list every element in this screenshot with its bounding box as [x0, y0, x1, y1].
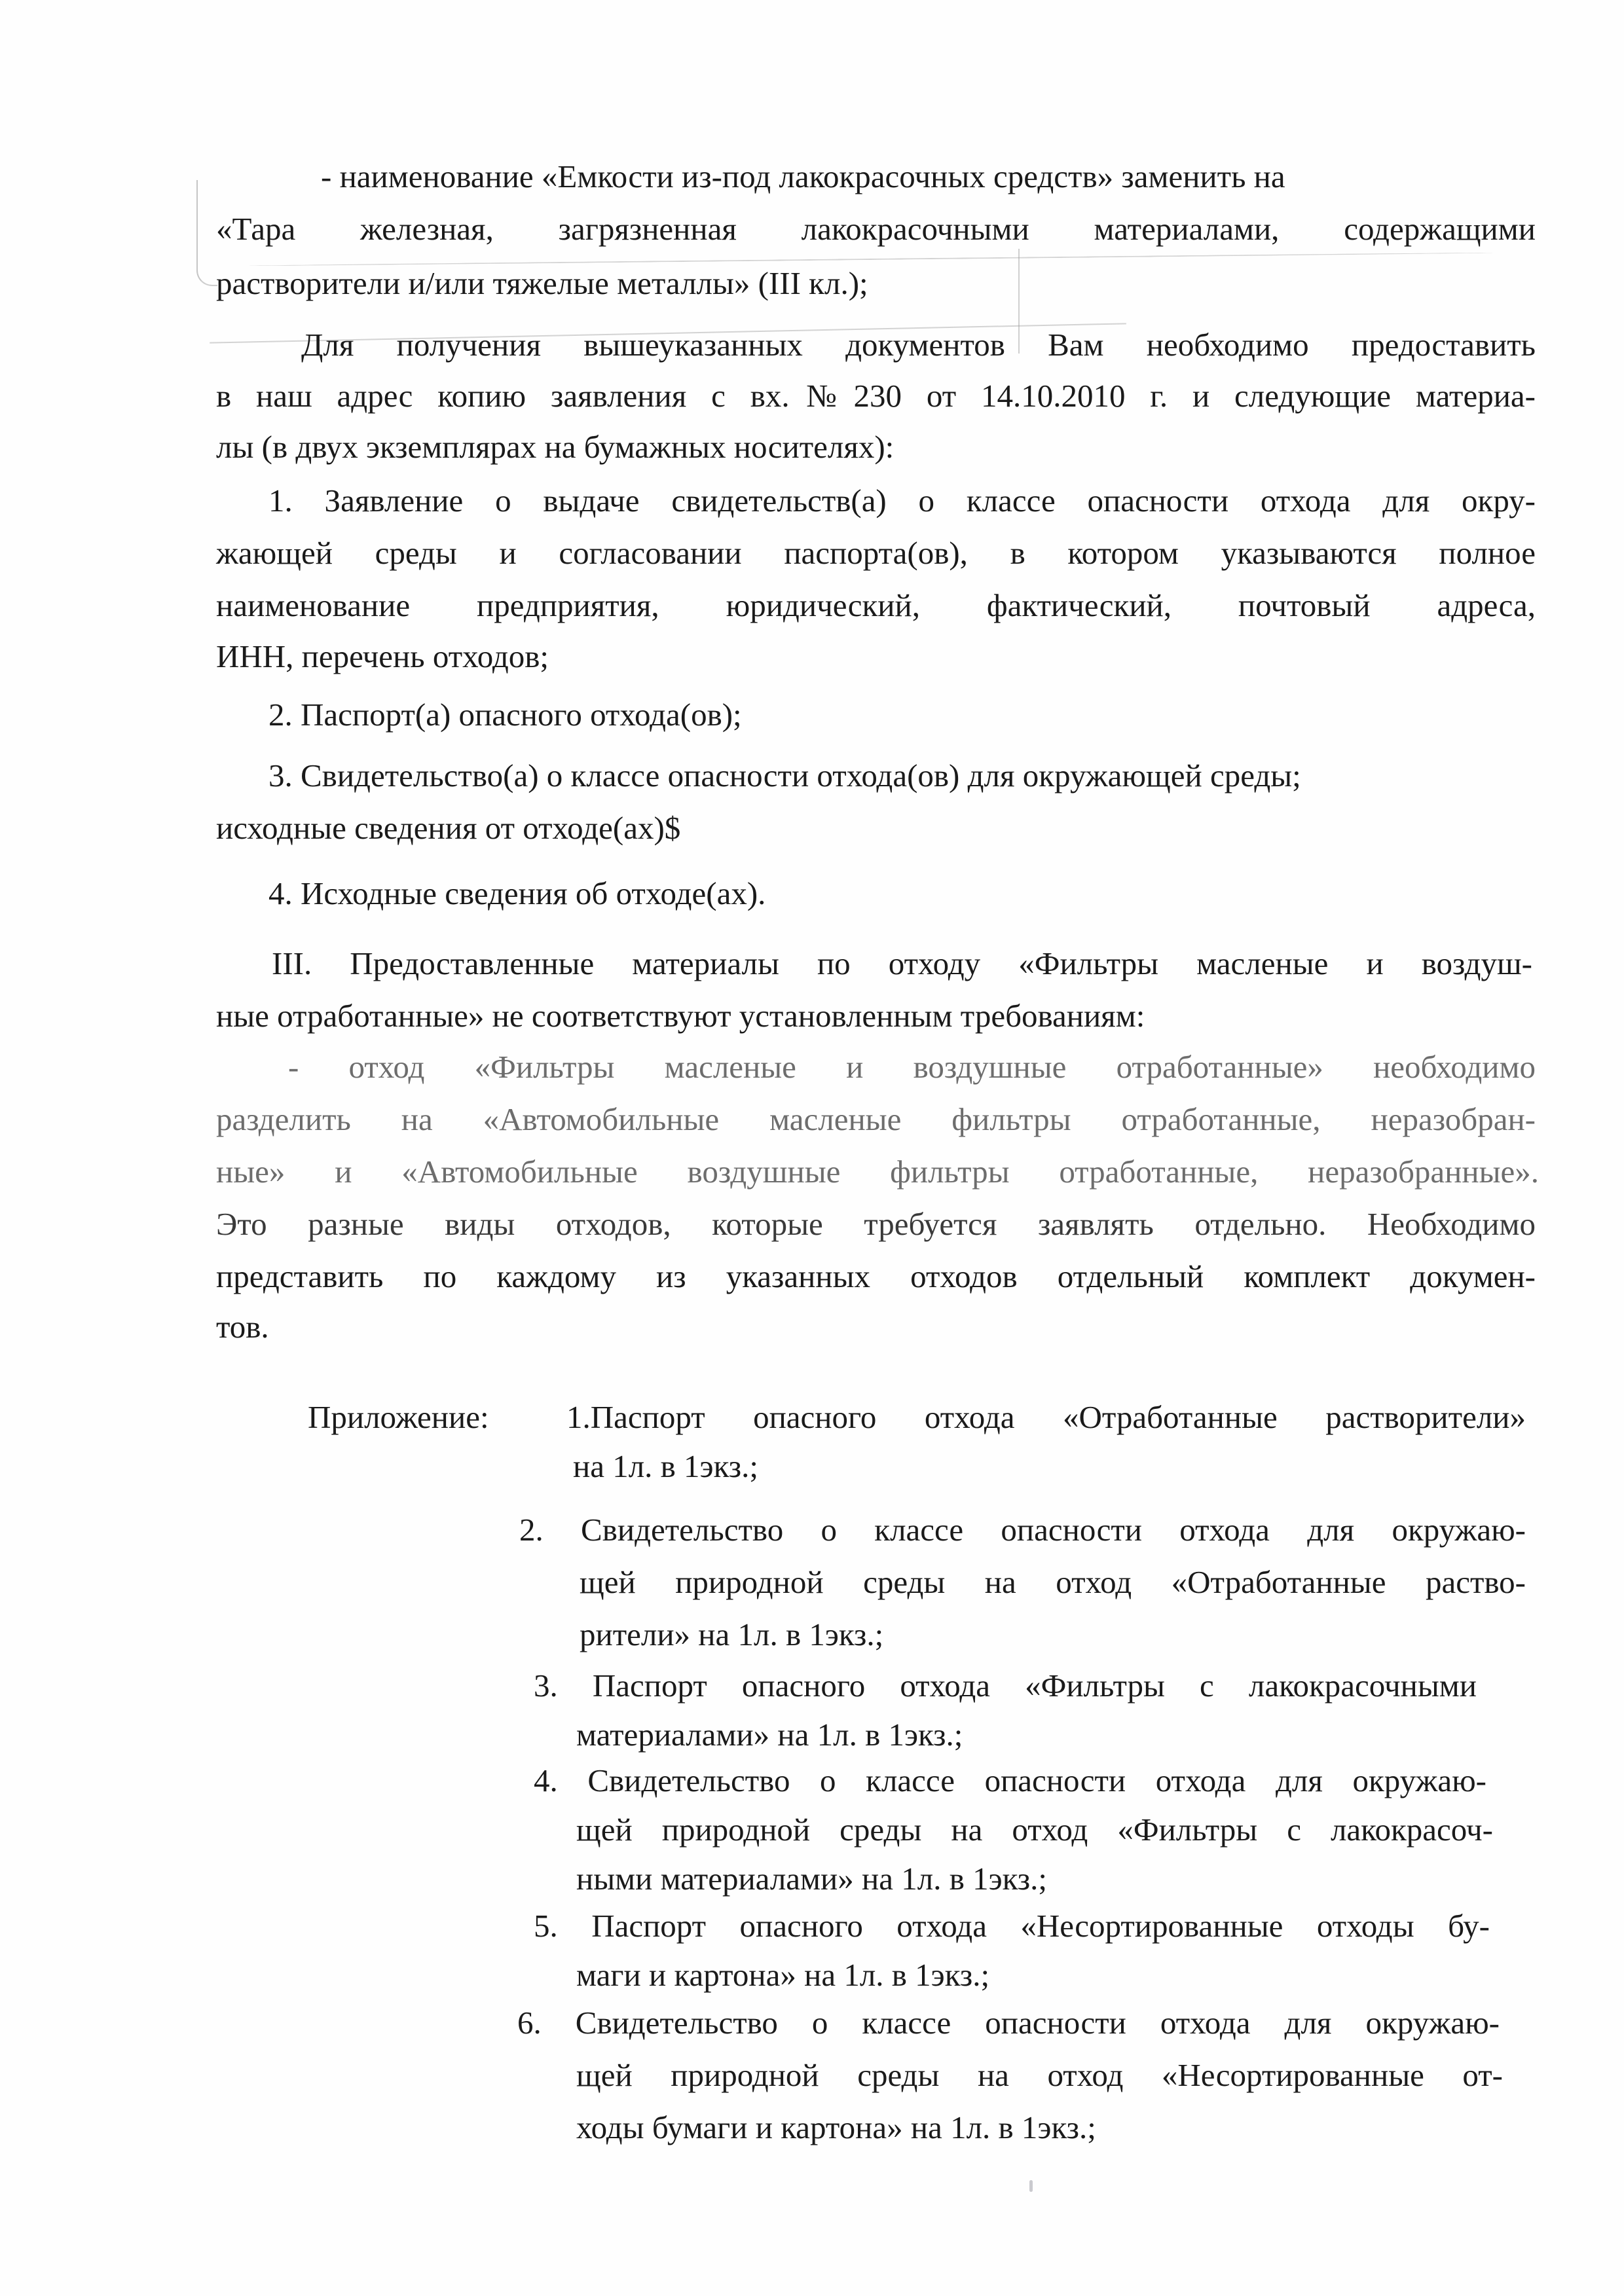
section-iii-detail-line-4: Это разные виды отходов, которые требуется заявлять отдельно. Необходимо — [216, 1206, 1536, 1242]
rename-line-1: - наименование «Емкости из-под лакокрасочных средств» заменить на — [321, 158, 1285, 194]
section-iii-detail-line-6: тов. — [216, 1309, 269, 1345]
appendix-item-2-line-3: рители» на 1л. в 1экз.; — [580, 1616, 884, 1652]
appendix-item-3-line-2: материалами» на 1л. в 1экз.; — [576, 1717, 963, 1753]
required-item-4: 4. Исходные сведения об отходе(ах). — [268, 875, 766, 911]
request-line-2: в наш адрес копию заявления с вх.№230 от 14.10.2010 г. и следующие материа- — [216, 378, 1536, 414]
scan-speck — [1029, 2180, 1033, 2192]
appendix-item-4-line-1: 4. Свидетельство о классе опасности отхода для окружаю- — [534, 1762, 1486, 1798]
section-iii-detail-line-1: - отход «Фильтры масленые и воздушные отработанные» необходимо — [288, 1049, 1536, 1085]
appendix-item-4-line-3: ными материалами» на 1л. в 1экз.; — [576, 1861, 1047, 1897]
pencil-bracket-mark — [196, 180, 217, 286]
appendix-item-6-line-3: ходы бумаги и картона» на 1л. в 1экз.; — [576, 2109, 1096, 2145]
required-item-1-line-2: жающей среды и согласовании паспорта(ов), в котором указываются полное — [216, 535, 1536, 571]
required-item-1-line-1: 1. Заявление о выдаче свидетельств(а) о классе опасности отхода для окру- — [268, 483, 1536, 519]
appendix-item-6-line-2: щей природной среды на отход «Несортированные от- — [576, 2057, 1503, 2093]
appendix-item-4-line-2: щей природной среды на отход «Фильтры с лакокрасоч- — [576, 1812, 1493, 1848]
appendix-item-2-line-1: 2. Свидетельство о классе опасности отхода для окружаю- — [519, 1512, 1526, 1548]
required-item-3-line-1: 3. Свидетельство(а) о классе опасности отхода(ов) для окружающей среды; — [268, 757, 1301, 793]
appendix-item-3-line-1: 3. Паспорт опасного отхода «Фильтры с лакокрасочными — [534, 1667, 1477, 1704]
appendix-item-5-line-1: 5. Паспорт опасного отхода «Несортированные отходы бу- — [534, 1908, 1490, 1944]
section-iii-detail-line-3: ные» и «Автомобильные воздушные фильтры отработанные, неразобранные». — [216, 1154, 1539, 1190]
section-iii-line-1: III. Предоставленные материалы по отходу «Фильтры масленые и воздуш- — [272, 945, 1532, 981]
section-iii-line-2: ные отработанные» не соответствуют установленным требованиям: — [216, 998, 1145, 1034]
section-iii-detail-line-5: представить по каждому из указанных отходов отдельный комплект докумен- — [216, 1258, 1536, 1294]
request-line-3: лы (в двух экземплярах на бумажных носителях): — [216, 429, 895, 465]
rename-line-3: растворители и/или тяжелые металлы» (III кл.); — [216, 265, 868, 301]
required-item-3-line-2: исходные сведения от отходе(ах)$ — [216, 810, 681, 846]
appendix-item-5-line-2: маги и картона» на 1л. в 1экз.; — [576, 1957, 990, 1993]
appendix-item-2-line-2: щей природной среды на отход «Отработанные раство- — [580, 1564, 1526, 1600]
appendix-label: Приложение: — [308, 1399, 489, 1435]
appendix-item-1-line-1: 1.Паспорт опасного отхода «Отработанные растворители» — [566, 1399, 1526, 1435]
rename-line-2: «Тара железная, загрязненная лакокрасочными материалами, содержащими — [216, 211, 1536, 247]
section-iii-detail-line-2: разделить на «Автомобильные масленые фильтры отработанные, неразобран- — [216, 1101, 1536, 1137]
required-item-1-line-4: ИНН, перечень отходов; — [216, 638, 549, 674]
required-item-2: 2. Паспорт(а) опасного отхода(ов); — [268, 697, 742, 733]
request-line-1: Для получения вышеуказанных документов Вам необходимо предоставить — [301, 327, 1536, 363]
appendix-item-1-line-2: на 1л. в 1экз.; — [573, 1448, 758, 1484]
appendix-item-6-line-1: 6. Свидетельство о классе опасности отхода для окружаю- — [517, 2005, 1500, 2041]
required-item-1-line-3: наименование предприятия, юридический, фактический, почтовый адреса, — [216, 587, 1536, 623]
